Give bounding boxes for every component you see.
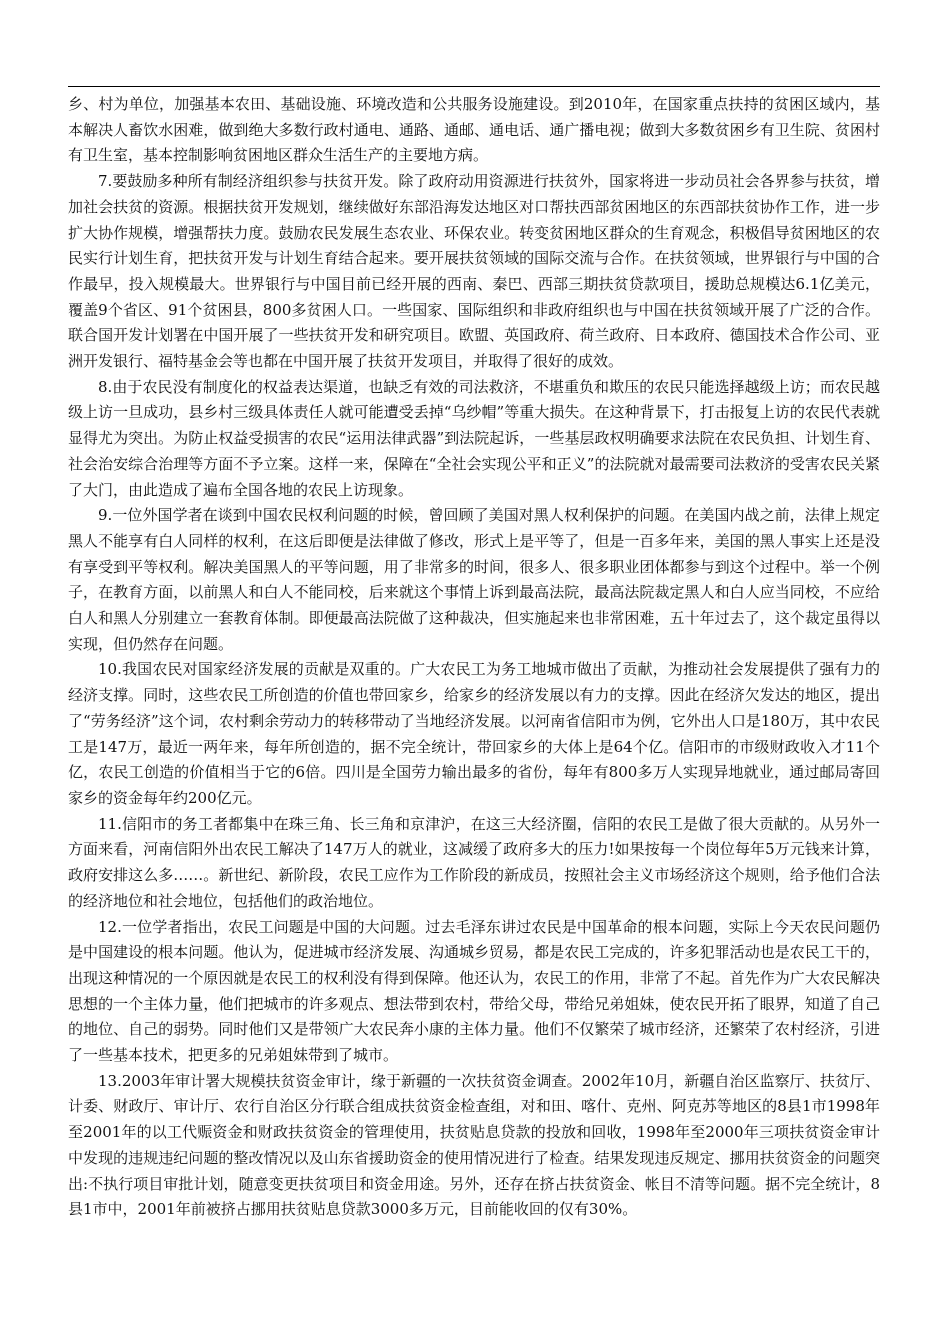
- paragraph-item-12: 12.一位学者指出，农民工问题是中国的大问题。过去毛泽东讲过农民是中国革命的根本问题，实际上今天农民问题仍是中国建设的根本问题。他认为，促进城市经济发展、沟通城乡贸易，都是农民工完成的，许多犯罪活动也是农民工干的，出现这种情况的一个原因就是农民工的权利没有得到保障。他还认为，农民工的作用，非常了不起。首先作为广大农民解决思想的一个主体力量，他们把城市的许多观点、想法带到农村，带给父母，带给兄弟姐妹，使农民开拓了眼界，知道了自己的地位、自己的弱势。同时他们又是带领广大农民奔小康的主体力量。他们不仅繁荣了城市经济，还繁荣了农村经济，引进了一些基本技术，把更多的兄弟姐妹带到了城市。: [68, 917, 880, 1065]
- paragraph-item-10: 10.我国农民对国家经济发展的贡献是双重的。广大农民工为务工地城市做出了贡献，为推动社会发展提供了强有力的经济支撑。同时，这些农民工所创造的价值也带回家乡，给家乡的经济发展以有力的支撑。因此在经济欠发达的地区，提出了“劳务经济”这个词，农村剩余劳动力的转移带动了当地经济发展。以河南省信阳市为例，它外出人口是180万，其中农民工是147万，最近一两年来，每年所创造的，据不完全统计，带回家乡的大体上是64个亿。信阳市的市级财政收入才11个亿，农民工创造的价值相当于它的6倍。四川是全国劳力输出最多的省份，每年有800多万人实现异地就业，通过邮局寄回家乡的资金每年约200亿元。: [68, 660, 880, 807]
- paragraph-continuation: 乡、村为单位，加强基本农田、基础设施、环境改造和公共服务设施建设。到2010年，在国家重点扶持的贫困区域内，基本解决人畜饮水困难，做到绝大多数行政村通电、通路、通邮、通电话、通广播电视；做到大多数贫困乡有卫生院、贫困村有卫生室，基本控制影响贫困地区群众生活生产的主要地方病。: [68, 95, 880, 165]
- paragraph-item-8: 8.由于农民没有制度化的权益表达渠道，也缺乏有效的司法救济，不堪重负和欺压的农民只能选择越级上访；而农民越级上访一旦成功，县乡村三级具体责任人就可能遭受丢掉“乌纱帽”等重大损失。在这种背景下，打击报复上访的农民代表就显得尤为突出。为防止权益受损害的农民“运用法律武器”到法院起诉，一些基层政权明确要求法院在农民负担、计划生育、社会治安综合治理等方面不予立案。这样一来，保障在“全社会实现公平和正义”的法院就对最需要司法救济的受害农民关紧了大门，由此造成了遍布全国各地的农民上访现象。: [68, 377, 880, 499]
- paragraph-item-7: 7.要鼓励多种所有制经济组织参与扶贫开发。除了政府动用资源进行扶贫外，国家将进一步动员社会各界参与扶贫，增加社会扶贫的资源。根据扶贫开发规划，继续做好东部沿海发达地区对口帮扶西部贫困地区的东西部扶贫协作工作，进一步扩大协作规模，增强帮扶力度。鼓励农民发展生态农业、环保农业。转变贫困地区群众的生育观念，积极倡导贫困地区的农民实行计划生育，把扶贫开发与计划生育结合起来。要开展扶贫领域的国际交流与合作。在扶贫领域，世界银行与中国的合作最早，投入规模最大。世界银行与中国目前已经开展的西南、秦巴、西部三期扶贫贷款项目，援助总规模达6.1亿美元，覆盖9个省区、91个贫困县，800多贫困人口。一些国家、国际组织和非政府组织也与中国在扶贫领域开展了广泛的合作。联合国开发计划署在中国开展了一些扶贫开发和研究项目。欧盟、英国政府、荷兰政府、日本政府、德国技术合作公司、亚洲开发银行、福特基金会等也都在中国开展了扶贫开发项目，并取得了很好的成效。: [68, 172, 880, 371]
- paragraph-item-13: 13.2003年审计署大规模扶贫资金审计，缘于新疆的一次扶贫资金调查。2002年10月，新疆自治区监察厅、扶贫厅、计委、财政厅、审计厅、农行自治区分行联合组成扶贫资金检查组，对和田、喀什、克州、阿克苏等地区的8县1市1998年至2001年的以工代赈资金和财政扶贫资金的管理使用，扶贫贴息贷款的投放和回收，1998年至2000年三项扶贫资金审计中发现的违规违纪问题的整改情况以及山东省援助资金的使用情况进行了检查。结果发现违反规定、挪用扶贫资金的问题突出:不执行项目审批计划，随意变更扶贫项目和资金用途。另外，还存在挤占扶贫资金、帐目不清等问题。据不完全统计，8县1市中，2001年前被挤占挪用扶贫贴息贷款3000多万元，目前能收回的仅有30%。: [68, 1071, 880, 1219]
- document-body: [68, 92, 880, 1223]
- header-rule: [68, 86, 880, 87]
- paragraph-item-9: 9.一位外国学者在谈到中国农民权利问题的时候，曾回顾了美国对黑人权利保护的问题。在美国内战之前，法律上规定黑人不能享有白人同样的权利，在这后即便是法律做了修改，形式上是平等了，但是一百多年来，美国的黑人事实上还是没有享受到平等权利。解决美国黑人的平等问题，用了非常多的时间，很多人、很多职业团体都参与到这个过程中。举一个例子，在教育方面，以前黑人和白人不能同校，后来就这个事情上诉到最高法院，最高法院裁定黑人和白人应当同校，不应给白人和黑人分别建立一套教育体制。即便最高法院做了这种裁决，但实施起来也非常困难，五十年过去了，这个裁定虽得以实现，但仍然存在问题。: [68, 506, 880, 653]
- paragraph-item-11: 11.信阳市的务工者都集中在珠三角、长三角和京津沪，在这三大经济圈，信阳的农民工是做了很大贡献的。从另外一方面来看，河南信阳外出农民工解决了147万人的就业，这减缓了政府多大的压力!如果按每一个岗位每年5万元钱来计算，政府安排这么多……。新世纪、新阶段，农民工应作为工作阶段的新成员，按照社会主义市场经济这个规则，给予他们合法的经济地位和社会地位，包括他们的政治地位。: [68, 814, 880, 910]
